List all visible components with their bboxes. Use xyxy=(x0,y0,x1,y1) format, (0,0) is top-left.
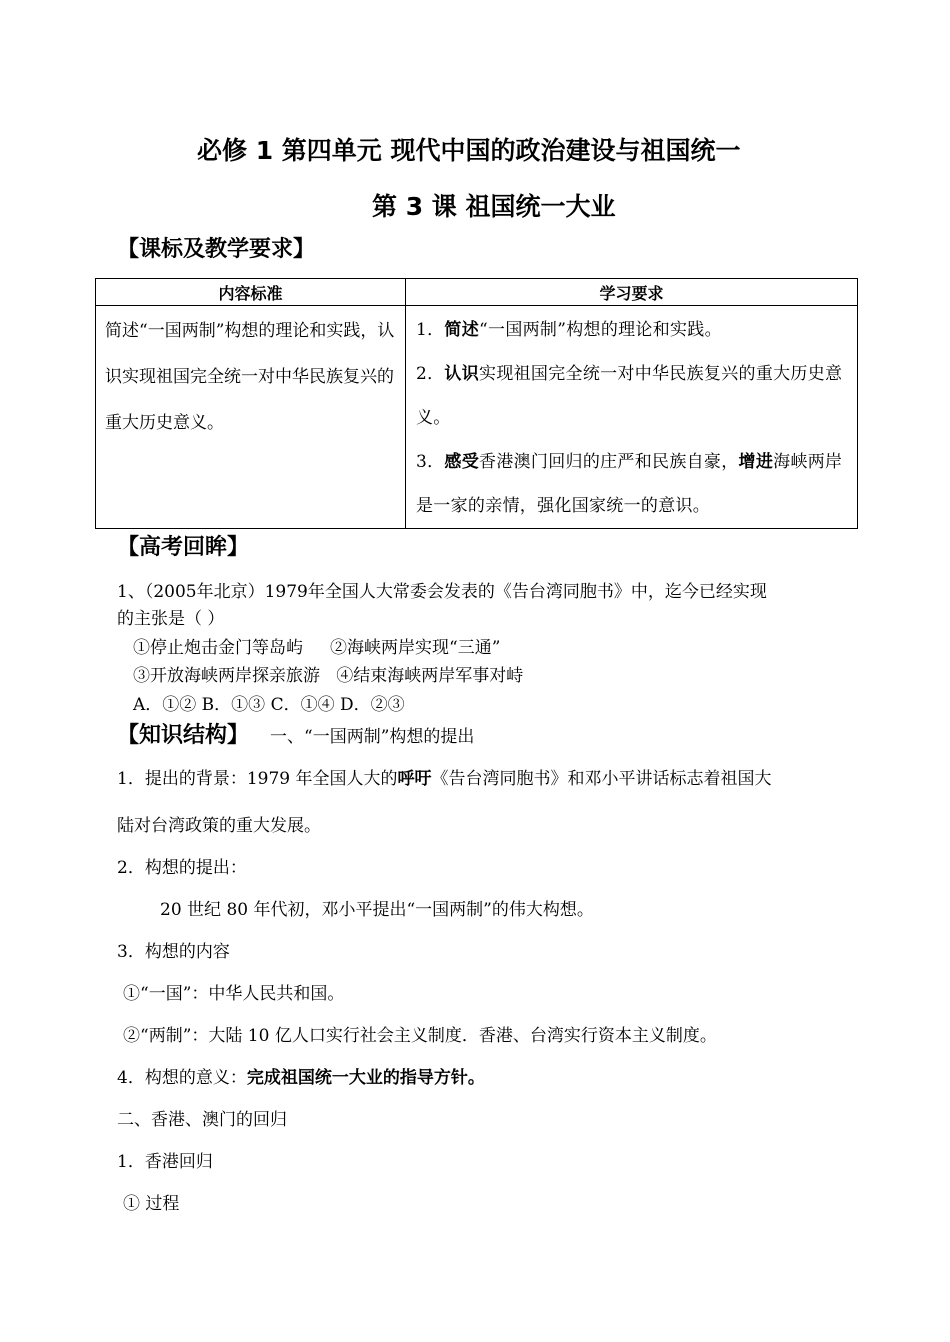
options-line-1: ①停止炮击金门等岛屿 ②海峡两岸实现“三通” xyxy=(133,638,501,658)
curriculum-table xyxy=(95,278,858,529)
review-heading: 【高考回眸】 xyxy=(117,535,250,560)
point-2-detail: 20 世纪 80 年代初，邓小平提出“一国两制”的伟大构想。 xyxy=(160,900,594,920)
curriculum-heading: 【课标及教学要求】 xyxy=(117,237,316,262)
content-standard-cell: 简述“一国两制”构想的理论和实践，认识实现祖国完全统一对中华民族复兴的重大历史意义。 xyxy=(96,306,406,529)
requirement-2: 2．认识实现祖国完全统一对中华民族复兴的重大历史意义。 xyxy=(416,364,843,428)
page-title: 必修 1 第四单元 现代中国的政治建设与祖国统一 xyxy=(197,136,741,165)
answer-choices: A．①② B．①③ C．①④ D．②③ xyxy=(133,695,405,715)
col-content-standard: 内容标准 xyxy=(96,279,406,306)
point-2: 2．构想的提出： xyxy=(117,858,247,878)
point-3-a: ①“一国”：中华人民共和国。 xyxy=(123,984,345,1004)
question-line-1: 1、（2005年北京）1979年全国人大常委会发表的《告台湾同胞书》中，迄今已经实现 xyxy=(117,582,767,602)
point-3: 3．构想的内容 xyxy=(117,942,230,962)
requirement-1: 1．简述“一国两制”构想的理论和实践。 xyxy=(416,320,722,340)
hk-return: 1．香港回归 xyxy=(117,1152,213,1172)
requirements-cell xyxy=(406,306,858,529)
structure-heading: 【知识结构】 xyxy=(117,723,250,748)
options-line-2: ③开放海峡两岸探亲旅游 ④结束海峡两岸军事对峙 xyxy=(133,666,524,686)
question-line-2: 的主张是（ ） xyxy=(117,609,225,629)
hk-process: ① 过程 xyxy=(123,1194,180,1214)
table-row xyxy=(96,306,858,529)
point-1-cont: 陆对台湾政策的重大发展。 xyxy=(117,816,321,836)
part1-title: 一、“一国两制”构想的提出 xyxy=(270,727,475,747)
table-header-row xyxy=(96,279,858,306)
part2-title: 二、香港、澳门的回归 xyxy=(117,1110,287,1130)
col-learning-requirements: 学习要求 xyxy=(406,279,858,306)
point-4: 4．构想的意义：完成祖国统一大业的指导方针。 xyxy=(117,1068,485,1088)
lesson-title: 第 3 课 祖国统一大业 xyxy=(372,192,616,221)
point-3-b: ②“两制”：大陆 10 亿人口实行社会主义制度．香港、台湾实行资本主义制度。 xyxy=(123,1026,717,1046)
requirement-3: 3．感受香港澳门回归的庄严和民族自豪，增进海峡两岸是一家的亲情，强化国家统一的意识。 xyxy=(416,452,843,516)
point-1: 1．提出的背景：1979 年全国人大的呼吁《告台湾同胞书》和邓小平讲话标志着祖国大 xyxy=(117,769,772,789)
